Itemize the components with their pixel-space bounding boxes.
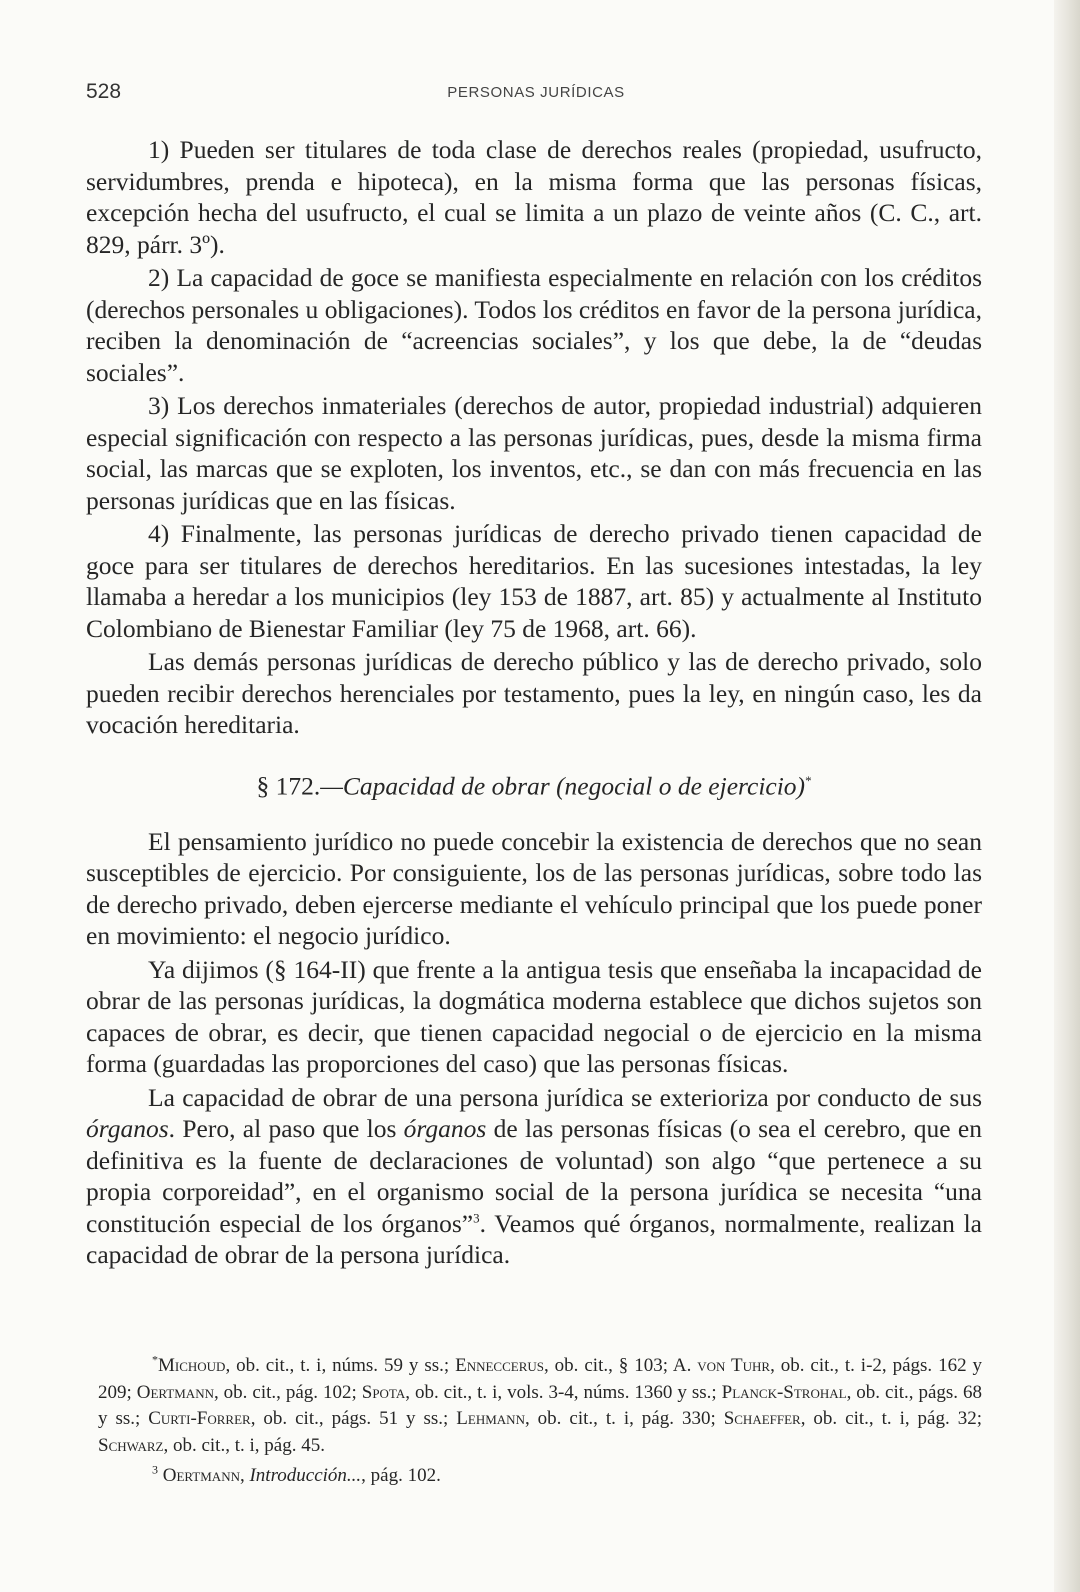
citation-text: , ob. cit., t. i, pág. 32; (800, 1408, 982, 1429)
italic-term: órganos (403, 1114, 487, 1143)
author-name: Oertmann (162, 1465, 240, 1486)
text-run: de las personas físicas (o sea el cerebro, que en definitiva es la fuente de declaraciones de voluntad) son algo “que pertenece a su propia corporeidad”, en el organismo social de la persona jurídica se necesita “una constitución especial de los órganos” (86, 1114, 982, 1238)
paragraph-6: El pensamiento jurídico no puede concebir la existencia de derechos que no sean susceptibles de ejercicio. Por consiguiente, los de las personas jurídicas, sobre todo las de derecho privado, deben ejercerse mediante el vehículo principal que los puede poner en movimiento: el negocio jurídico. (86, 826, 982, 950)
footnote-ref-3: 3 (473, 1210, 480, 1225)
author-name: Lehmann (456, 1408, 525, 1429)
citation-text: , ob. cit., t. i, pág. 330; (524, 1408, 724, 1429)
citation-text: , ob. cit., t. i-2, págs. 162 y 209; (98, 1355, 983, 1403)
paragraph-7: Ya dijimos (§ 164-II) que frente a la antigua tesis que enseñaba la incapacidad de obrar de las personas jurídicas, la dogmática moderna establece que dichos sujetos son capaces de obrar, es decir, que tienen capacidad negocial o de ejercicio en la misma forma (guardadas las proporciones del caso) que las personas físicas. (86, 954, 982, 1078)
citation-text: , ob. cit., t. i, pág. 45. (163, 1434, 325, 1456)
section-footnote-mark: * (805, 772, 812, 788)
citation-text: , (239, 1465, 250, 1486)
citation-text: , ob. cit., t. i, vols. 3-4, núms. 1360 y ss.; (405, 1381, 722, 1403)
work-title: Introducción... (249, 1465, 362, 1486)
author-name: von Tuhr (697, 1355, 771, 1376)
italic-term: órganos (86, 1114, 169, 1143)
citation-text: , ob. cit., págs. 51 y ss.; (250, 1408, 457, 1429)
paragraph-5: Las demás personas jurídicas de derecho público y las de derecho privado, solo pueden recibir derechos herenciales por testamento, pues la ley, en ningún caso, les da vocación hereditaria. (86, 647, 982, 739)
paragraph-3: 3) Los derechos inmateriales (derechos de autor, propiedad industrial) adquieren especial significación con respecto a las personas jurídicas, pues, desde la misma firma social, las marcas que se exploten, los inventos, etc., se dan con más frecuencia en las personas jurídicas que en las físicas. (86, 391, 982, 515)
author-name: Schwarz (98, 1434, 164, 1456)
section-number: § 172. (256, 771, 321, 800)
text-run: La capacidad de obrar de una persona jurídica se exterioriza por conducto de sus (148, 1082, 982, 1112)
author-name: Enneccerus (455, 1355, 544, 1376)
page-number: 528 (86, 80, 122, 103)
section-heading (86, 765, 982, 802)
page-edge-shadow (1054, 0, 1080, 1592)
text-run: . Veamos qué órganos, normalmente, realizan la capacidad de obrar de la persona jurídica. (86, 1208, 982, 1269)
citation-text: , ob. cit., t. i, núms. 59 y ss.; (225, 1355, 456, 1376)
body-text (86, 134, 982, 1273)
page-header (86, 80, 986, 110)
section-title: —Capacidad de obrar (negocial o de ejercicio) (320, 771, 806, 800)
text-run: . Pero, al paso que los (168, 1114, 404, 1143)
citation-text: , ob. cit., pág. 102; (213, 1381, 362, 1403)
paragraph-1: 1) Pueden ser titulares de toda clase de derechos reales (propiedad, usufructo, servidumbres, prenda e hipoteca), en la misma forma que las personas físicas, excepción hecha del usufructo, el cual se limita a un plazo de veinte años (C. C., art. 829, párr. 3º). (86, 135, 982, 259)
citation-text: , pág. 102. (361, 1465, 441, 1486)
author-name: Michoud (158, 1355, 226, 1376)
footnote-star (98, 1353, 982, 1459)
paragraph-8 (86, 1082, 982, 1271)
footnote-mark: * (152, 1352, 158, 1367)
citation-text: , ob. cit., § 103; A. (544, 1355, 698, 1376)
running-head: PERSONAS JURÍDICAS (447, 84, 625, 101)
author-name: Curti-Forrer (148, 1408, 251, 1429)
author-name: Schaeffer (723, 1408, 801, 1429)
citation-text: , ob. cit., págs. 68 y ss.; (98, 1381, 983, 1429)
footnote-mark: 3 (152, 1462, 158, 1477)
author-name: Oertmann (136, 1381, 214, 1403)
footnote-3 (98, 1463, 982, 1490)
author-name: Planck-Strohal (721, 1381, 847, 1403)
paragraph-4: 4) Finalmente, las personas jurídicas de derecho privado tienen capacidad de goce para ser titulares de derechos hereditarios. En las sucesiones intestadas, la ley llamaba a heredar a los municipios (ley 153 de 1887, art. 85) y actualmente al Instituto Colombiano de Bienestar Familiar (ley 75 de 1968, art. 66). (86, 519, 982, 643)
author-name: Spota (361, 1381, 406, 1403)
footnotes (98, 1353, 982, 1494)
paragraph-2: 2) La capacidad de goce se manifiesta especialmente en relación con los créditos (derechos personales u obligaciones). Todos los créditos en favor de la persona jurídica, reciben la denominación de “acreencias sociales”, y los que debe, la de “deudas sociales”. (86, 263, 982, 387)
